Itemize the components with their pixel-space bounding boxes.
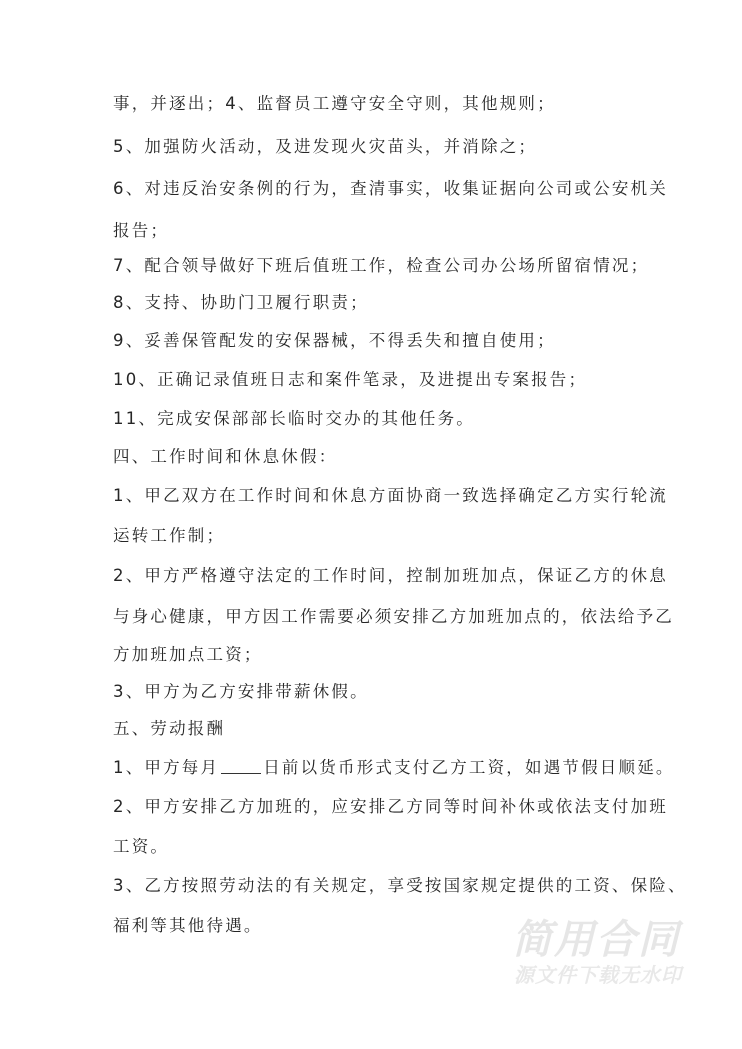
text-line: 7、配合领导做好下班后值班工作，检查公司办公场所留宿情况； (113, 256, 650, 275)
text-line: 2、甲方安排乙方加班的，应安排乙方同等时间补休或依法支付加班 (113, 797, 668, 816)
text-line: 11、完成安保部部长临时交办的其他任务。 (113, 409, 475, 428)
text-line: 9、妥善保管配发的安保器械，不得丢失和擅自使用； (113, 331, 556, 350)
section-heading: 五、劳动报酬 (113, 719, 226, 738)
text-line: 1、甲乙双方在工作时间和休息方面协商一致选择确定乙方实行轮流 (113, 486, 668, 505)
pay-line-start: 1、甲方每月 (113, 758, 220, 777)
text-line: 3、甲方为乙方安排带薪休假。 (113, 682, 369, 701)
text-line: 工资。 (113, 837, 170, 856)
text-line: 运转工作制； (113, 526, 226, 545)
text-line: 10、正确记录值班日志和案件笔录，及进提出专案报告； (113, 370, 588, 389)
watermark-title: 简用合同 (512, 917, 680, 963)
text-line: 2、甲方严格遵守法定的工作时间，控制加班加点，保证乙方的休息 (113, 566, 668, 585)
fill-blank (221, 759, 261, 774)
text-line: 8、支持、协助门卫履行职责； (113, 293, 369, 312)
pay-line (113, 758, 675, 778)
watermark-subtitle: 源文件下载无水印 (514, 963, 682, 987)
text-line: 与身心健康，甲方因工作需要必须安排乙方加班加点的，依法给予乙 (113, 607, 674, 626)
text-line: 5、加强防火活动，及进发现火灾苗头，并消除之； (113, 137, 538, 156)
pay-line-end: 日前以货币形式支付乙方工资，如遇节假日顺延。 (263, 758, 675, 777)
text-line: 报告； (113, 221, 170, 240)
section-heading: 四、工作时间和休息休假： (113, 447, 338, 466)
text-line: 福利等其他待遇。 (113, 916, 263, 935)
text-line: 事，并逐出；4、监督员工遵守安全守则，其他规则； (113, 94, 556, 113)
text-line: 3、乙方按照劳动法的有关规定，享受按国家规定提供的工资、保险、 (113, 876, 687, 895)
text-line: 6、对违反治安条例的行为，查清事实，收集证据向公司或公安机关 (113, 179, 668, 198)
text-line: 方加班加点工资； (113, 645, 263, 664)
